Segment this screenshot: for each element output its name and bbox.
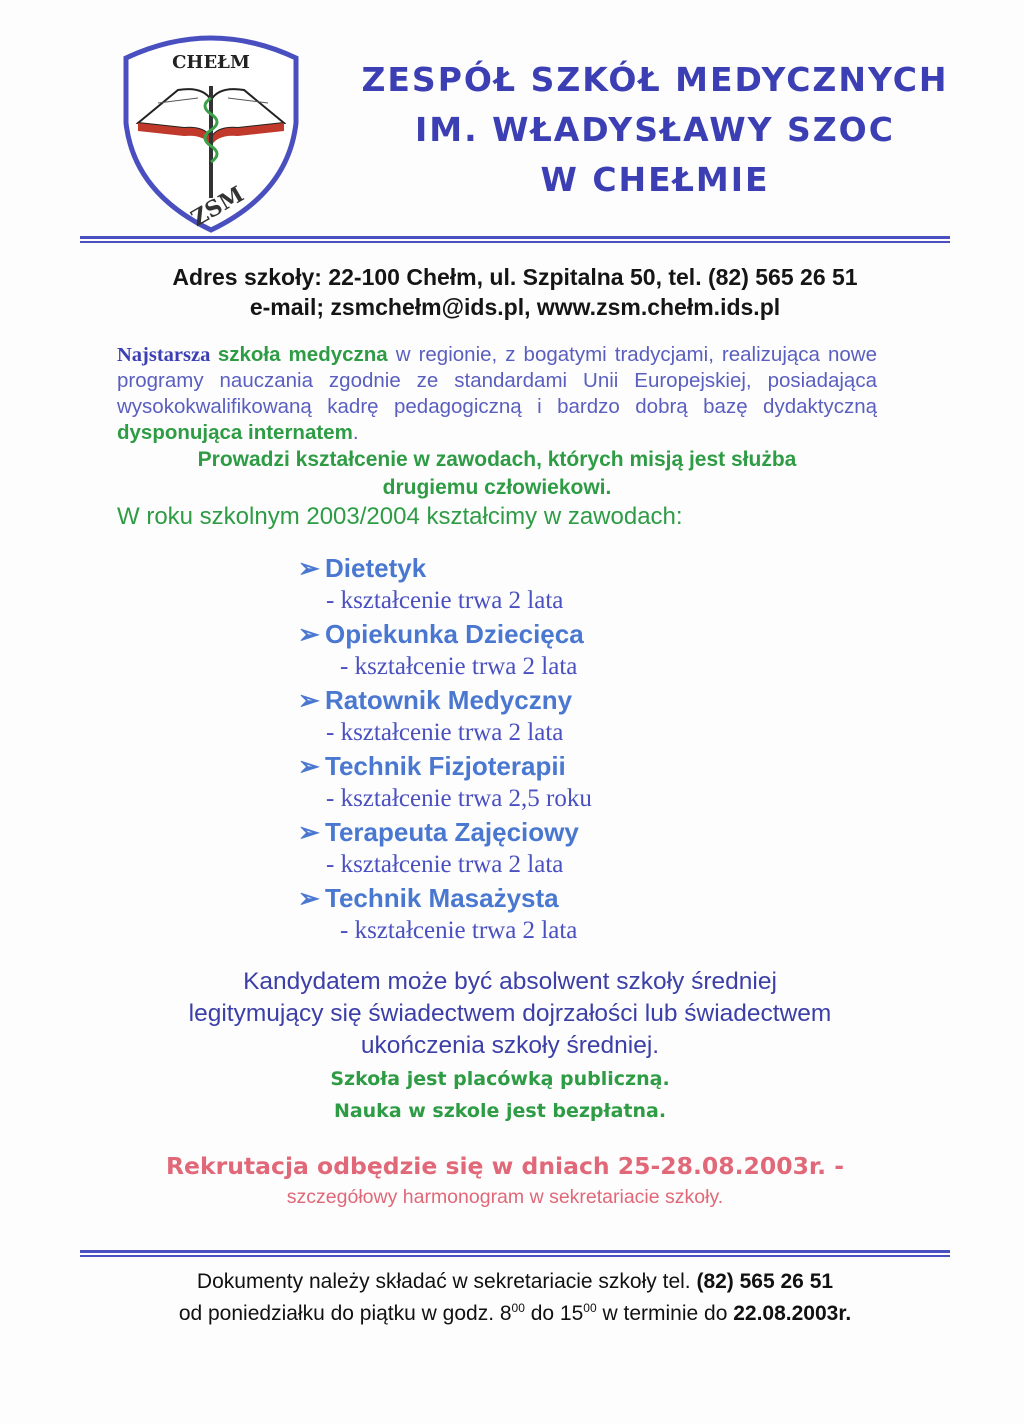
- arrow-bullet-icon: ➢: [298, 685, 320, 715]
- profession-name: Ratownik Medyczny: [325, 685, 573, 715]
- profession-item: [298, 883, 559, 914]
- top-divider: [80, 236, 950, 243]
- documents-deadline-text: w terminie do: [596, 1302, 734, 1325]
- intro-highlight-1: szkoła medyczna: [217, 343, 388, 366]
- profession-duration: - kształcenie trwa 2,5 roku: [326, 785, 592, 812]
- profession-duration: - kształcenie trwa 2 lata: [326, 851, 564, 878]
- arrow-bullet-icon: ➢: [298, 751, 320, 781]
- profession-item: [298, 619, 584, 650]
- profession-name: Opiekunka Dziecięca: [325, 619, 584, 649]
- bottom-divider: [80, 1250, 950, 1257]
- intro-text-1: Najstarsza: [117, 344, 218, 366]
- documents-line-1: [80, 1268, 950, 1295]
- title-line-1: ZESPÓŁ SZKÓŁ MEDYCZNYCH: [361, 60, 949, 99]
- candidate-line-3: ukończenia szkoły średniej.: [360, 1032, 660, 1059]
- profession-duration: - kształcenie trwa 2 lata: [340, 917, 578, 944]
- documents-hours-text: do 15: [524, 1302, 584, 1325]
- mission-line-2: drugiemu człowiekowi.: [382, 476, 612, 499]
- hour-superscript: 00: [511, 1301, 525, 1315]
- profession-duration: - kształcenie trwa 2 lata: [326, 719, 564, 746]
- address-line: Adres szkoły: 22-100 Chełm, ul. Szpitalna 50, tel. (82) 565 26 51: [172, 264, 858, 290]
- contact-line: e-mail; zsmchełm@ids.pl, www.zsm.chełm.ids.pl: [249, 294, 781, 320]
- recruitment-schedule-note: szczegółowy harmonogram w sekretariacie szkoły.: [286, 1186, 724, 1208]
- documents-hours-text: od poniedziałku do piątku w godz. 8: [178, 1302, 512, 1325]
- documents-line-2: [80, 1295, 950, 1327]
- title-line-2: IM. WŁADYSŁAWY SZOC: [415, 110, 895, 149]
- arrow-bullet-icon: ➢: [298, 553, 320, 583]
- profession-name: Dietetyk: [325, 553, 427, 583]
- intro-text-2: w regionie, z bogatymi tradycjami, realizująca nowe programy nauczania zgodnie ze standardami Unii Europejskiej, posiadająca wysokokwalifikowaną kadrę pedagogiczną i bardzo dobrą bazę dydaktyczną: [117, 343, 877, 418]
- logo-text-bottom: ZSM: [186, 181, 249, 232]
- profession-item: [298, 553, 426, 584]
- profession-item: [298, 817, 579, 848]
- profession-name: Terapeuta Zajęciowy: [325, 817, 579, 847]
- arrow-bullet-icon: ➢: [298, 817, 320, 847]
- candidate-line-2: legitymujący się świadectwem dojrzałości lub świadectwem: [188, 1000, 832, 1027]
- free-education-line: Nauka w szkole jest bezpłatna.: [333, 1100, 667, 1122]
- profession-name: Technik Fizjoterapii: [325, 751, 566, 781]
- intro-paragraph: [117, 342, 877, 446]
- mission-line-1: Prowadzi kształcenie w zawodach, których misją jest służba: [197, 448, 797, 471]
- profession-name: Technik Masażysta: [325, 883, 559, 913]
- recruitment-dates: Rekrutacja odbędzie się w dniach 25-28.08.2003r. -: [165, 1152, 845, 1180]
- arrow-bullet-icon: ➢: [298, 883, 320, 913]
- school-logo: [118, 28, 304, 234]
- documents-deadline-date: 22.08.2003r.: [733, 1302, 852, 1325]
- public-school-line: Szkoła jest placówką publiczną.: [330, 1068, 670, 1090]
- arrow-bullet-icon: ➢: [298, 619, 320, 649]
- candidate-line-1: Kandydatem może być absolwent szkoły średniej: [243, 968, 777, 995]
- intro-text-3: .: [352, 421, 359, 444]
- profession-item: [298, 685, 572, 716]
- documents-phone: (82) 565 26 51: [696, 1270, 834, 1293]
- profession-duration: - kształcenie trwa 2 lata: [326, 587, 564, 614]
- logo-text-top: CHEŁM: [172, 52, 250, 73]
- hour-superscript: 00: [583, 1301, 597, 1315]
- intro-highlight-2: dysponująca internatem: [117, 421, 353, 444]
- profession-item: [298, 751, 566, 782]
- title-line-3: W CHEŁMIE: [540, 160, 770, 199]
- documents-text: Dokumenty należy składać w sekretariacie szkoły tel.: [196, 1270, 697, 1293]
- professions-heading: W roku szkolnym 2003/2004 kształcimy w zawodach:: [117, 503, 683, 530]
- profession-duration: - kształcenie trwa 2 lata: [340, 653, 578, 680]
